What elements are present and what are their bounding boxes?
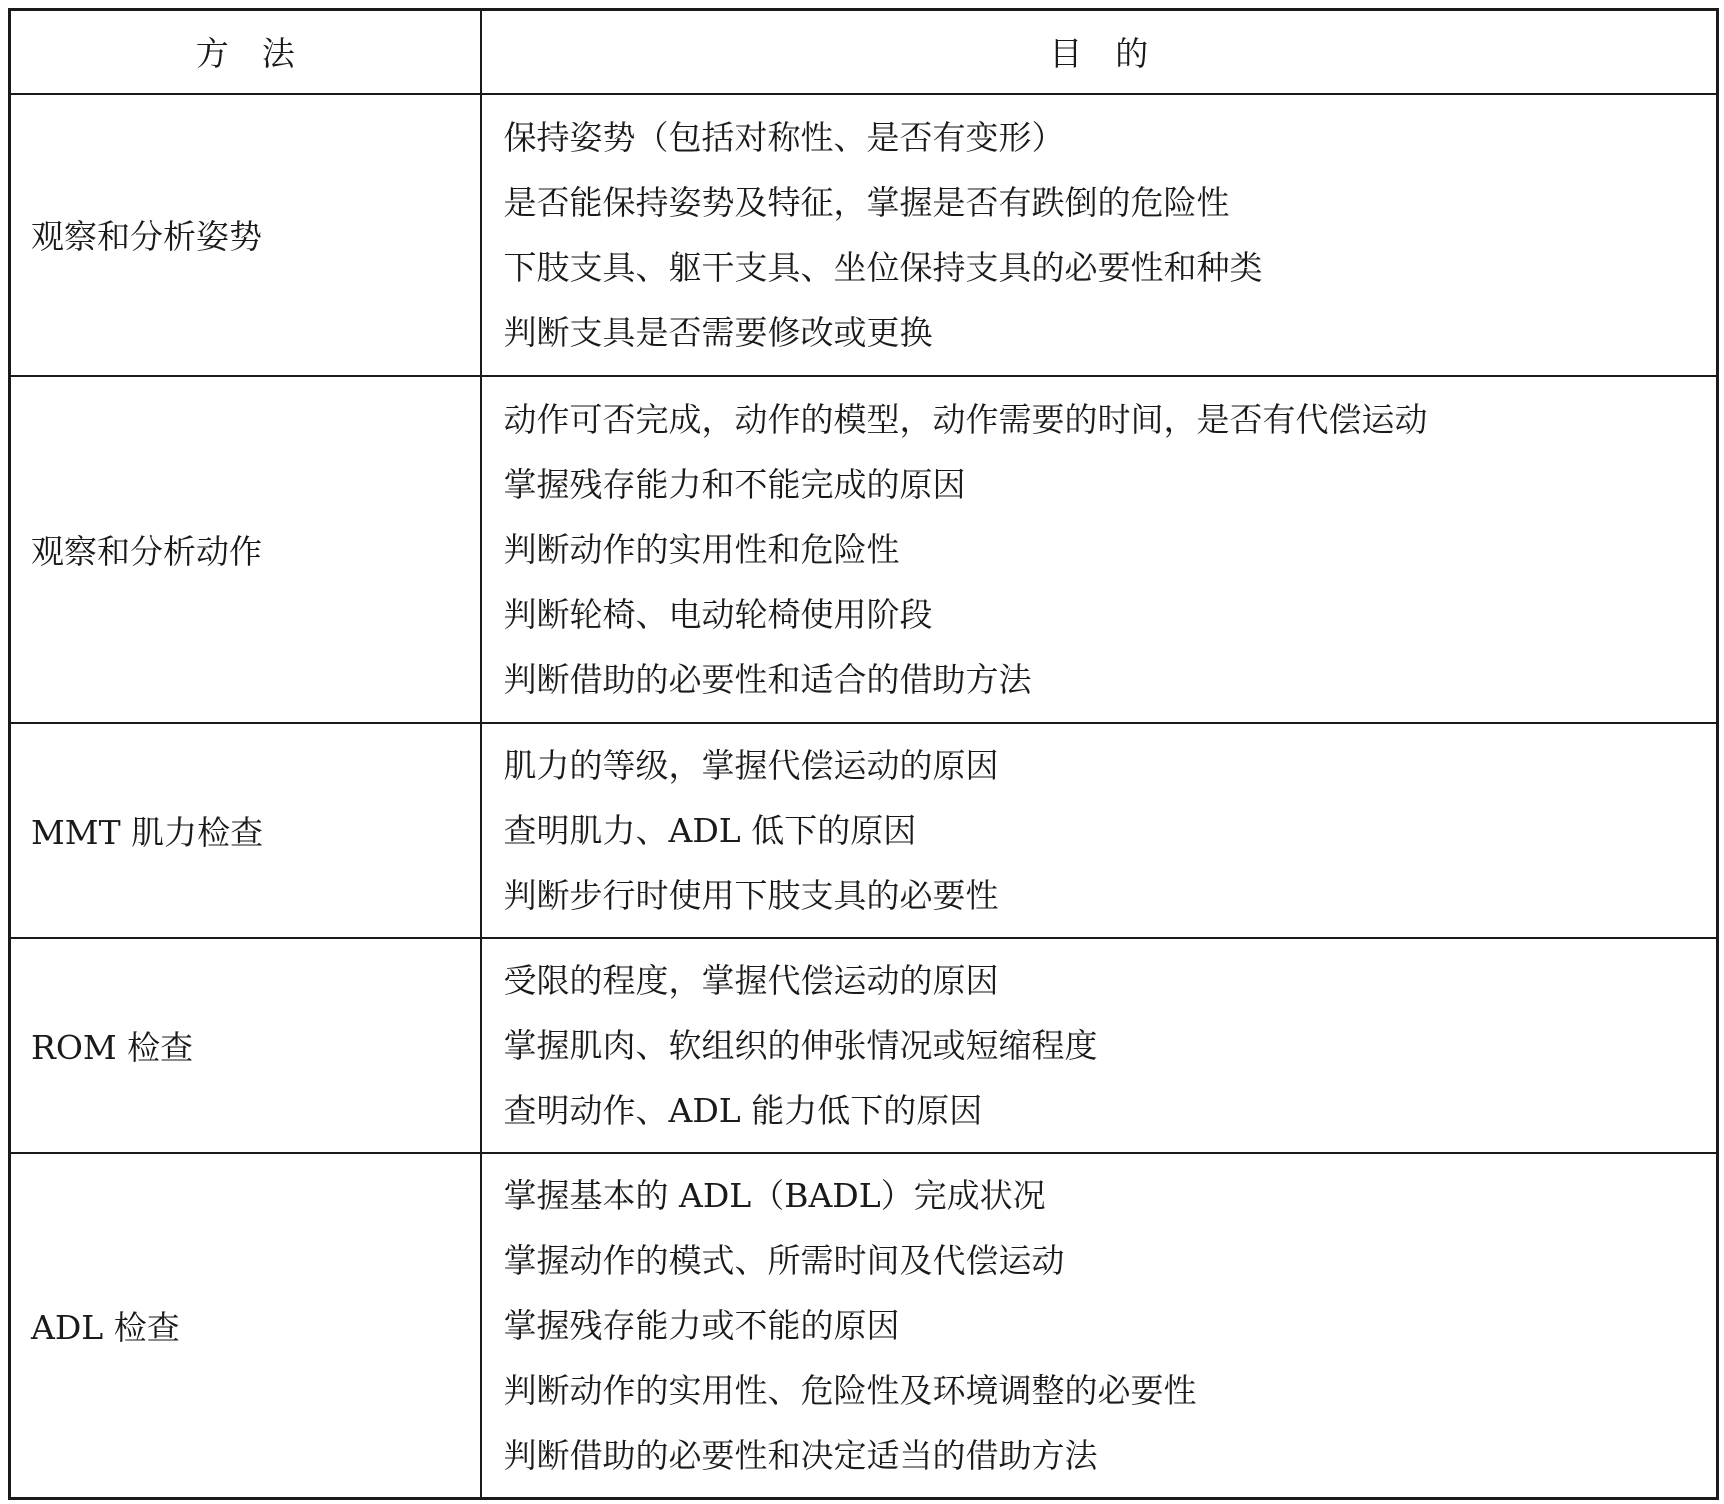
purpose-cell: [481, 94, 1718, 376]
header-method: 方 法: [10, 10, 481, 94]
table-row: [10, 938, 1718, 1153]
purpose-line: 判断借助的必要性和适合的借助方法: [503, 659, 1032, 699]
purpose-line: 判断借助的必要性和决定适当的借助方法: [503, 1435, 1098, 1475]
purpose-line: 保持姿势（包括对称性、是否有变形）: [503, 117, 1065, 157]
purpose-line: 下肢支具、躯干支具、坐位保持支具的必要性和种类: [503, 247, 1263, 287]
purpose-line: 掌握残存能力或不能的原因: [503, 1305, 900, 1345]
purpose-line: 判断动作的实用性、危险性及环境调整的必要性: [503, 1370, 1197, 1410]
purpose-line: 掌握残存能力和不能完成的原因: [503, 464, 966, 504]
purpose-line: 掌握基本的 ADL（BADL）完成状况: [503, 1175, 1046, 1215]
purpose-line: 动作可否完成，动作的模型，动作需要的时间，是否有代偿运动: [503, 399, 1428, 439]
table-header-row: [10, 10, 1718, 94]
purpose-cell: [481, 723, 1718, 938]
method-cell: ADL 检查: [10, 1153, 481, 1499]
method-cell: 观察和分析动作: [10, 376, 481, 723]
purpose-cell: [481, 376, 1718, 723]
purpose-line: 判断步行时使用下肢支具的必要性: [503, 875, 999, 915]
table-row: [10, 723, 1718, 938]
purpose-cell: [481, 1153, 1718, 1499]
purpose-line: 掌握动作的模式、所需时间及代偿运动: [503, 1240, 1065, 1280]
table-row: [10, 1153, 1718, 1499]
purpose-line: 查明肌力、ADL 低下的原因: [503, 810, 917, 850]
purpose-cell: [481, 938, 1718, 1153]
purpose-line: 是否能保持姿势及特征，掌握是否有跌倒的危险性: [503, 182, 1230, 222]
header-purpose: 目 的: [481, 10, 1718, 94]
purpose-line: 掌握肌肉、软组织的伸张情况或短缩程度: [503, 1025, 1098, 1065]
method-cell: ROM 检查: [10, 938, 481, 1153]
table-row: [10, 376, 1718, 723]
purpose-line: 判断轮椅、电动轮椅使用阶段: [503, 594, 933, 634]
method-cell: 观察和分析姿势: [10, 94, 481, 376]
methods-purposes-table: [8, 8, 1719, 1500]
table-row: [10, 94, 1718, 376]
purpose-line: 肌力的等级，掌握代偿运动的原因: [503, 745, 999, 785]
purpose-line: 判断支具是否需要修改或更换: [503, 312, 933, 352]
purpose-line: 受限的程度，掌握代偿运动的原因: [503, 960, 999, 1000]
purpose-line: 判断动作的实用性和危险性: [503, 529, 900, 569]
method-cell: MMT 肌力检查: [10, 723, 481, 938]
purpose-line: 查明动作、ADL 能力低下的原因: [503, 1090, 983, 1130]
